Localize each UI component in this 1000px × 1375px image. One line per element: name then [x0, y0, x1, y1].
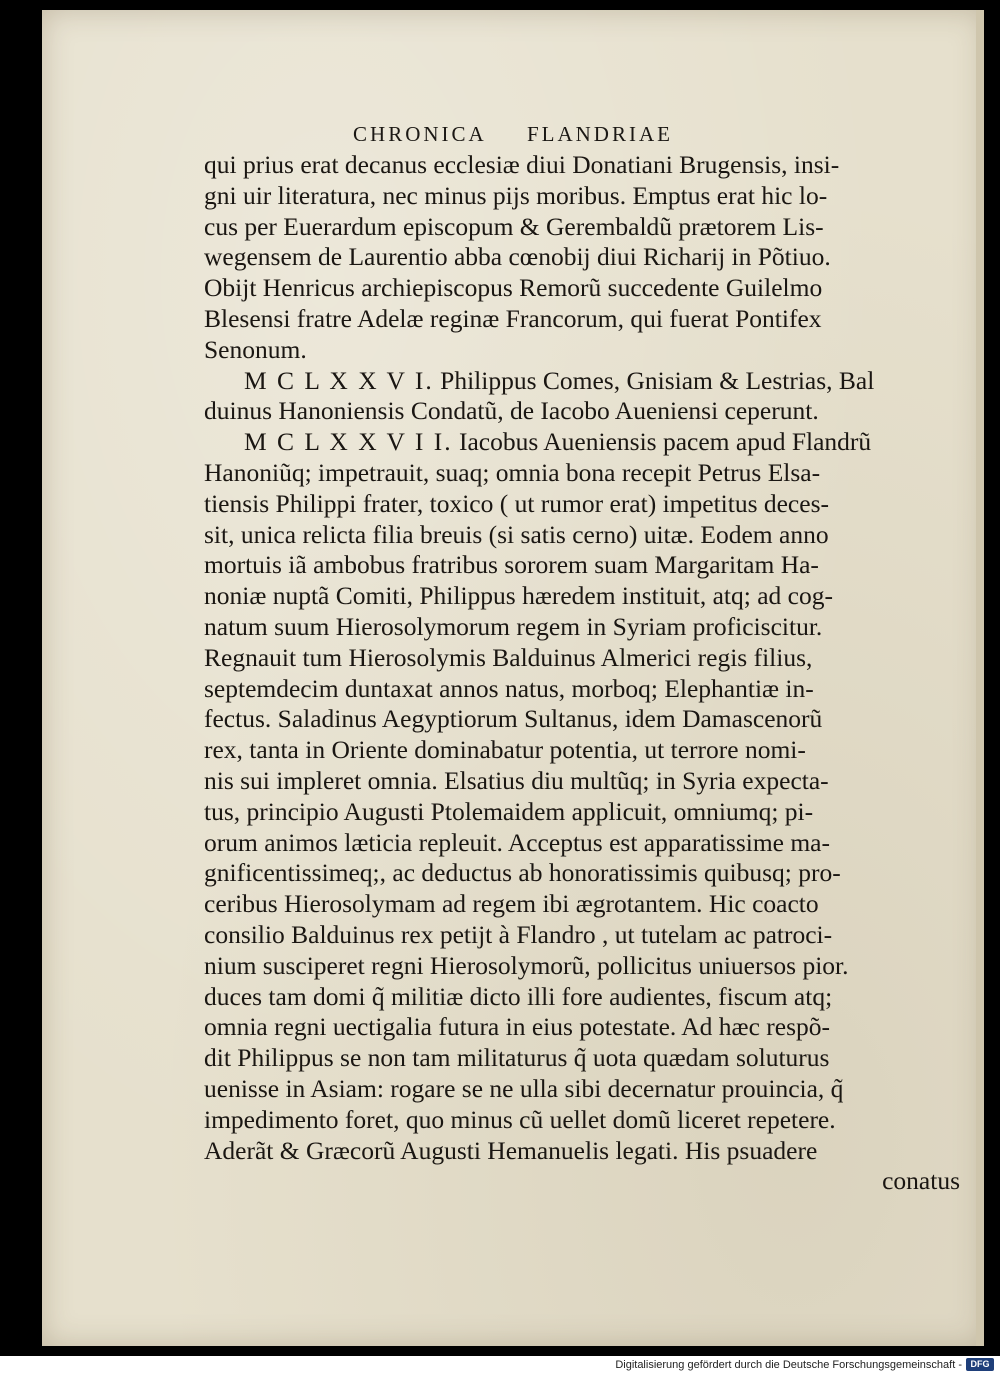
line-text: orum animos læticia repleuit. Acceptus est apparatissime ma- [204, 827, 830, 857]
text-line [204, 242, 960, 273]
line-text: uenisse in Asiam: rogare se ne ulla sibi decernatur prouincia, q̃ [204, 1073, 844, 1103]
text-line [204, 366, 960, 397]
line-text: conatus [882, 1166, 960, 1196]
line-text: Senonum. [204, 334, 307, 364]
line-text: septemdecim duntaxat annos natus, morboq; Elephantiæ in- [204, 673, 814, 703]
line-text: gnificentissimeq;, ac deductus ab honoratissimis quibusq; pro- [204, 858, 841, 888]
line-text: tiensis Philippi frater, toxico ( ut rumor erat) impetitus deces- [204, 488, 829, 518]
line-text: Aderãt & Græcorũ Augusti Hemanuelis legati. His psuadere [204, 1135, 818, 1165]
line-text: Iacobus Aueniensis pacem apud Flandrũ [459, 427, 872, 457]
text-line [204, 797, 960, 828]
line-text: rex, tanta in Oriente dominabatur potentia, ut terrore nomi- [204, 735, 806, 765]
text-line [204, 1043, 960, 1074]
text-line [204, 951, 960, 982]
text-line [204, 181, 960, 212]
text-line [204, 427, 960, 458]
line-text: Hanoniũq; impetrauit, suaq; omnia bona recepit Petrus Elsa- [204, 457, 821, 487]
line-text: Obijt Henricus archiepiscopus Remorũ succedente Guilelmo [204, 273, 823, 303]
text-line [204, 396, 960, 427]
digitization-credit: Digitalisierung gefördert durch die Deutsche Forschungsgemeinschaft - [615, 1359, 962, 1371]
text-line [204, 520, 960, 551]
text-line [204, 1166, 960, 1197]
text-line [204, 920, 960, 951]
body-text [204, 150, 960, 1197]
text-line [204, 150, 960, 181]
line-text: cus per Euerardum episcopum & Gerembaldũ prætorem Lis- [204, 211, 824, 241]
text-line [204, 550, 960, 581]
line-text: duinus Hanoniensis Condatũ, de Iacobo Aueniensi ceperunt. [204, 396, 819, 426]
line-text: nis sui impleret omnia. Elsatius diu multũq; in Syria expecta- [204, 765, 829, 795]
text-line [204, 704, 960, 735]
running-head-word-2: FLANDRIAE [526, 122, 673, 146]
text-line [204, 828, 960, 859]
line-text: omnia regni uectigalia futura in eius potestate. Ad hæc respõ- [204, 1012, 830, 1042]
text-line [204, 674, 960, 705]
line-text: impedimento foret, quo minus cũ uellet domũ liceret repetere. [204, 1104, 836, 1134]
line-text: dit Philippus se non tam militaturus q̃ uota quædam soluturus [204, 1043, 830, 1073]
text-line [204, 766, 960, 797]
text-line [204, 212, 960, 243]
line-text: natum suum Hierosolymorum regem in Syriam proficiscitur. [204, 611, 823, 641]
line-text: qui prius erat decanus ecclesiæ diui Donatiani Brugensis, insi- [204, 150, 840, 179]
line-text: sit, unica relicta filia breuis (si satis cerno) uitæ. Eodem anno [204, 519, 829, 549]
line-text: mortuis iã ambobus fratribus sororem suam Margaritam Ha- [204, 550, 819, 580]
text-line [204, 612, 960, 643]
line-text: noniæ nuptã Comiti, Philippus hæredem instituit, atq; ad cog- [204, 581, 833, 611]
running-head-word-1: CHRONICA [353, 122, 487, 146]
year-numeral: M C L X X V I. [244, 365, 434, 395]
text-line [204, 458, 960, 489]
line-text: Regnauit tum Hierosolymis Balduinus Almerici regis filius, [204, 642, 813, 672]
text-line [204, 581, 960, 612]
text-line [204, 982, 960, 1013]
line-text: duces tam domi q̃ militiæ dicto illi fore audientes, fiscum atq; [204, 981, 833, 1011]
running-head [42, 122, 984, 147]
text-line [204, 1012, 960, 1043]
page-edge [976, 10, 984, 1346]
text-line [204, 304, 960, 335]
text-line [204, 273, 960, 304]
line-text: wegensem de Laurentio abba cœnobij diui Richarij in Põtiuo. [204, 242, 831, 272]
line-text: Blesensi fratre Adelæ reginæ Francorum, qui fuerat Pontifex [204, 303, 822, 333]
line-text: consilio Balduinus rex petijt à Flandro , ut tutelam ac patroci- [204, 919, 833, 949]
text-line [204, 1074, 960, 1105]
line-text: fectus. Saladinus Aegyptiorum Sultanus, idem Damascenorũ [204, 704, 823, 734]
line-text: gni uir literatura, nec minus pijs moribus. Emptus erat hic lo- [204, 180, 828, 210]
text-line [204, 489, 960, 520]
text-line [204, 735, 960, 766]
line-text: ceribus Hierosolymam ad regem ibi ægrotantem. Hic coacto [204, 889, 819, 919]
dfg-logo: DFG [966, 1358, 994, 1371]
text-line [204, 1136, 960, 1167]
text-line [204, 643, 960, 674]
text-line [204, 889, 960, 920]
line-text: nium susciperet regni Hierosolymorũ, pollicitus uniuersos pior. [204, 950, 849, 980]
line-text: tus, principio Augusti Ptolemaidem applicuit, omniumq; pi- [204, 796, 814, 826]
text-line [204, 1105, 960, 1136]
text-line [204, 858, 960, 889]
text-line [204, 335, 960, 366]
line-text: Philippus Comes, Gnisiam & Lestrias, Bal [440, 365, 875, 395]
year-numeral: M C L X X V I I. [244, 427, 453, 457]
